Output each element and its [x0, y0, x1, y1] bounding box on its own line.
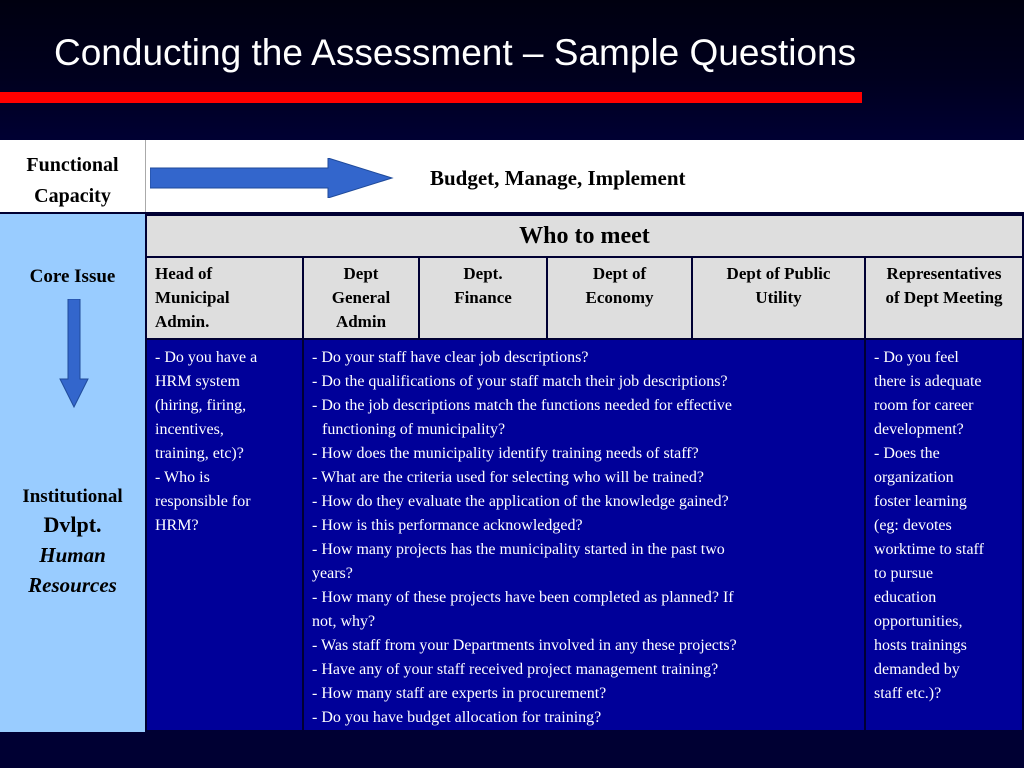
- left-column: [0, 212, 145, 732]
- question-line: - Have any of your staff received project management training?: [312, 661, 719, 678]
- question-line: - Who is: [155, 469, 210, 486]
- resources-text: Resources: [28, 573, 117, 597]
- column-header-line: General: [331, 288, 391, 307]
- column-header-line: of Dept Meeting: [885, 288, 1003, 307]
- functional-capacity-label: [0, 140, 145, 212]
- human-text: Human: [39, 543, 106, 567]
- column-header-line: Dept: [343, 264, 379, 283]
- title-rule: [0, 92, 862, 103]
- scope-text: Budget, Manage, Implement: [430, 166, 686, 190]
- down-arrow-icon: [59, 299, 89, 409]
- question-line: - How do they evaluate the application of the knowledge gained?: [312, 493, 729, 510]
- column-header-line: Economy: [585, 288, 654, 307]
- slide-title: Conducting the Assessment – Sample Questions: [54, 32, 857, 73]
- question-line: responsible for: [155, 493, 251, 510]
- slide-footer-band: [0, 732, 1024, 768]
- question-line: organization: [874, 469, 954, 486]
- question-line: - How does the municipality identify training needs of staff?: [312, 445, 699, 462]
- who-to-meet-header: Who to meet: [147, 216, 1022, 256]
- question-line: worktime to staff: [874, 541, 984, 558]
- question-line: to pursue: [874, 565, 934, 582]
- question-line: - How many staff are experts in procurement?: [312, 685, 607, 702]
- column-header-dept-finance: [420, 258, 546, 338]
- column-header-head-admin: [147, 258, 302, 338]
- questions-departments: [304, 340, 864, 730]
- question-line: - What are the criteria used for selecting who will be trained?: [312, 469, 704, 486]
- question-line: - Do the qualifications of your staff match their job descriptions?: [312, 373, 728, 390]
- question-line: (hiring, firing,: [155, 397, 247, 414]
- question-line: development?: [874, 421, 964, 438]
- question-line: - How is this performance acknowledged?: [312, 517, 583, 534]
- column-header-line: Admin: [335, 312, 387, 331]
- question-line: opportunities,: [874, 613, 963, 630]
- column-header-line: Dept of: [592, 264, 647, 283]
- question-line: HRM system: [155, 373, 240, 390]
- question-line: years?: [312, 565, 353, 582]
- question-line: - Does the: [874, 445, 940, 462]
- question-line: (eg: devotes: [874, 517, 952, 534]
- question-line: HRM?: [155, 517, 199, 534]
- functional-capacity-line1: Functional: [26, 154, 119, 176]
- question-line: hosts trainings: [874, 637, 967, 654]
- category-label: [0, 484, 145, 600]
- column-header-dept-public-utility: [693, 258, 864, 338]
- column-header-dept-economy: [548, 258, 691, 338]
- question-line: - How many projects has the municipality started in the past two: [312, 541, 725, 558]
- column-header-representatives: [866, 258, 1022, 338]
- column-header-line: Dept.: [463, 264, 503, 283]
- question-line: foster learning: [874, 493, 967, 510]
- question-line: - Do you feel: [874, 349, 959, 366]
- column-header-line: Admin.: [155, 312, 210, 331]
- question-line: incentives,: [155, 421, 224, 438]
- column-header-line: Representatives: [886, 264, 1002, 283]
- column-header-dept-general-admin: [304, 258, 418, 338]
- institutional-text: Institutional: [22, 486, 123, 507]
- questions-head-admin: [147, 340, 302, 730]
- questions-representatives: [866, 340, 1022, 730]
- question-line: not, why?: [312, 613, 376, 630]
- scope-cell: [145, 140, 1024, 212]
- question-line: - Do your staff have clear job descriptions?: [312, 349, 589, 366]
- question-line: - How many of these projects have been completed as planned? If: [312, 589, 734, 606]
- core-issue-label: Core Issue: [29, 266, 116, 287]
- question-line: training, etc)?: [155, 445, 244, 462]
- slide-header: [0, 0, 1024, 140]
- column-header-line: Head of: [155, 264, 213, 283]
- question-line: education: [874, 589, 937, 606]
- question-line: staff etc.)?: [874, 685, 942, 702]
- assessment-table: [0, 140, 1024, 732]
- question-line: room for career: [874, 397, 974, 414]
- question-line: there is adequate: [874, 373, 982, 390]
- column-header-line: Municipal: [155, 288, 230, 307]
- right-arrow-icon: [150, 158, 400, 198]
- question-line: - Was staff from your Departments involved in any these projects?: [312, 637, 737, 654]
- question-line: - Do you have budget allocation for training?: [312, 709, 602, 726]
- question-line: functioning of municipality?: [322, 421, 506, 438]
- dvlpt-text: Dvlpt.: [43, 512, 102, 537]
- column-header-line: Dept of Public: [726, 264, 831, 283]
- column-header-line: Utility: [755, 288, 802, 307]
- question-line: - Do the job descriptions match the functions needed for effective: [312, 397, 733, 414]
- question-line: demanded by: [874, 661, 960, 678]
- column-header-line: Finance: [454, 288, 512, 307]
- functional-capacity-line2: Capacity: [34, 185, 111, 207]
- question-line: - Do you have a: [155, 349, 258, 366]
